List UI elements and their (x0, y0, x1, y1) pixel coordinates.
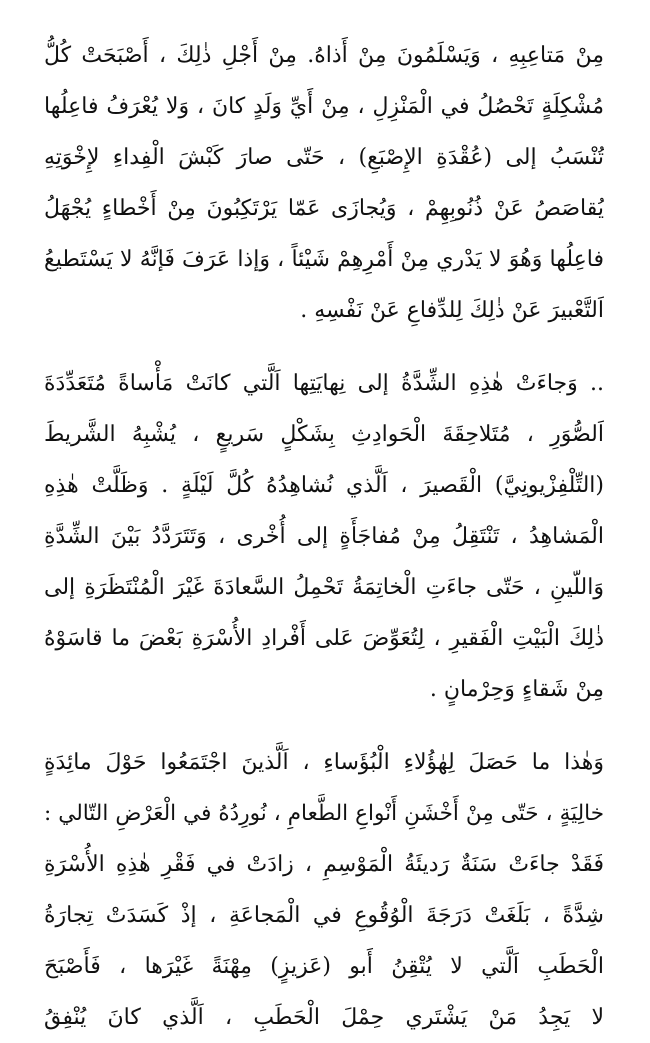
text-line: مِنْ شَقاءٍ وَحِرْمانٍ . (429, 677, 604, 702)
text-line: مُشْكِلَةٍ تَحْصُلُ في الْمَنْزِلِ ، مِنْ أَيِّ وَلَدٍ كانَ ، وَلا يُعْرَفُ فاعِلُها (44, 94, 604, 119)
paragraph-gap (44, 715, 604, 737)
text-line: وَهٰذا ما حَصَلَ لِهٰؤُلاءِ الْبُؤَساءِ ، اَلَّذينَ اجْتَمَعُوا حَوْلَ مائِدَةٍ (44, 750, 604, 775)
paragraph-gap (44, 336, 604, 358)
text-column (44, 30, 604, 1043)
text-line: مِنْ مَتاعِبِهِ ، وَيَسْلَمُونَ مِنْ أَذاهُ. مِنْ أَجْلِ ذٰلِكَ ، أَصْبَحَتْ كُلُّ (44, 43, 604, 68)
text-line: ذٰلِكَ الْبَيْتِ الْفَقيرِ ، لِتُعَوِّضَ عَلى أَفْرادِ الأُسْرَةِ بَعْضَ ما قاسَوْهُ (44, 626, 604, 651)
text-line: يُقاصَصُ عَنْ ذُنُوبِهِمْ ، وَيُجازَى عَمّا يَرْتَكِبُونَ مِنْ أَخْطاءٍ يُجْهَلُ (44, 196, 604, 221)
text-line: اَلصُّوَرِ ، مُتَلاحِقَةَ الْحَوادِثِ بِشَكْلٍ سَريعٍ ، يُشْبِهُ الشَّريطَ (44, 422, 604, 447)
text-line: فَقَدْ جاءَتْ سَنَةٌ رَديئَةُ الْمَوْسِمِ ، زادَتْ في فَقْرِ هٰذِهِ الأُسْرَةِ (44, 852, 604, 877)
text-line: تُنْسَبُ إلى (عُقْدَةِ الإِصْبَعِ) ، حَتّى صارَ كَبْشَ الْفِداءِ لإِخْوَتِهِ (44, 145, 604, 170)
text-line: فاعِلُها وَهُوَ لا يَدْري مِنْ أَمْرِهِمْ شَيْئاً ، وَإذا عَرَفَ فَإنَّهُ لا يَسْتَطيعُ (44, 247, 604, 272)
text-line: لا يَجِدُ مَنْ يَشْتَري حِمْلَ الْحَطَبِ ، اَلَّذي كانَ يُنْفِقُ (44, 1005, 604, 1030)
text-line: .. وَجاءَتْ هٰذِهِ الشِّدَّةُ إلى نِهايَتِها اَلَّتي كانَتْ مَأْساةً مُتَعَدِّدَةَ (44, 371, 604, 396)
text-line: (التِّلْفِزْيونِيَّ) الْقَصيرَ ، اَلَّذي نُشاهِدُهُ كُلَّ لَيْلَةٍ . وَظَلَّتْ هٰذِهِ (44, 473, 604, 498)
text-line: وَاللّينِ ، حَتّى جاءَتِ الْخاتِمَةُ تَحْمِلُ السَّعادَةَ غَيْرَ الْمُنْتَظَرَةِ إلى (44, 575, 604, 600)
text-line: الْحَطَبِ اَلَّتي لا يُتْقِنُ أَبو (عَزيزٍ) مِهْنَةً غَيْرَها ، فَأَصْبَحَ (44, 954, 604, 979)
paragraph-1 (44, 30, 604, 336)
paragraph-2 (44, 358, 604, 715)
text-line: شِدَّةً ، بَلَغَتْ دَرَجَةَ الْوُقُوعِ في الْمَجاعَةِ ، إذْ كَسَدَتْ تِجارَةُ (44, 903, 604, 928)
text-line: اَلتَّعْبيرَ عَنْ ذٰلِكَ لِلدِّفاعِ عَنْ نَفْسِهِ . (300, 298, 604, 323)
paragraph-3 (44, 737, 604, 1043)
text-line: الْمَشاهِدُ ، تَنْتَقِلُ مِنْ مُفاجَأَةٍ إلى أُخْرى ، وَتَتَرَدَّدُ بَيْنَ الشِّدَّةِ (44, 524, 604, 549)
text-line: خالِيَةٍ ، حَتّى مِنْ أَخْشَنِ أَنْواعِ الطَّعامِ ، نُورِدُهُ في الْعَرْضِ التّالي : (44, 801, 604, 826)
